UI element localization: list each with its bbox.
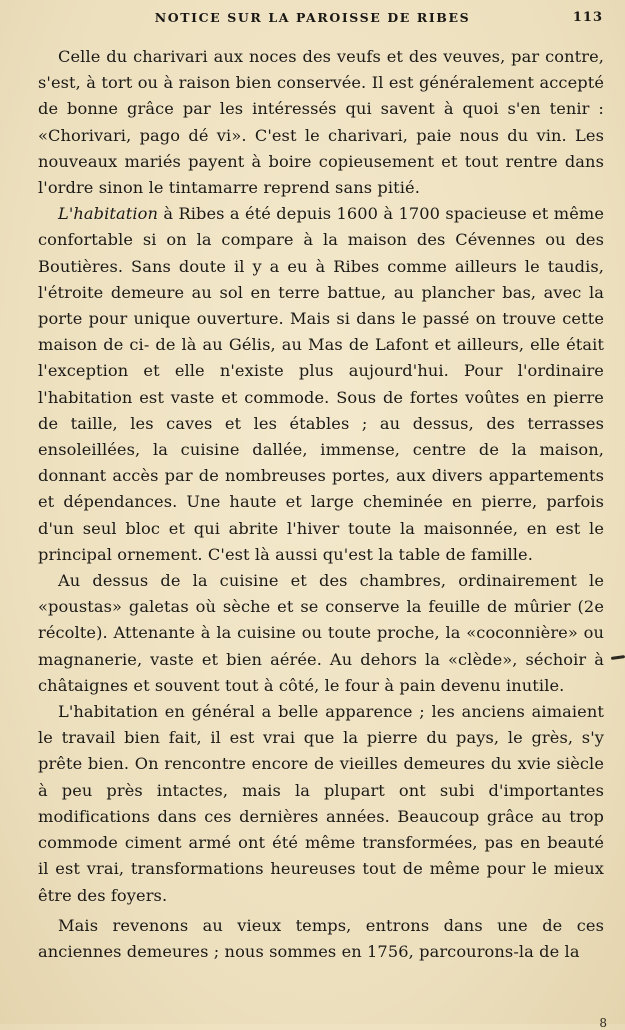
page-number: 113 xyxy=(572,10,603,25)
paragraph-text: Au dessus de la cuisine et des chambres, ordinairement le «poustas» galetas où sèche et se conserve la feuille de mûrier (2e récolte). Attenante à la cuisine ou toute proche, la «coconnière» ou magnanerie, vaste et bien aérée. Au dehors la «clède», séchoir à châtaignes et souvent tout à côté, le four à pain devenu inutile. xyxy=(38,571,604,695)
paragraph-charivari xyxy=(38,44,604,201)
paragraph-cuisine xyxy=(38,568,604,699)
paragraph-text: Mais revenons au vieux temps, entrons dans une de ces anciennes demeures ; nous sommes en 1756, parcourons-la de la xyxy=(38,915,604,961)
signature-mark: 8 xyxy=(599,1016,607,1030)
paragraph-habitation xyxy=(38,201,604,568)
paragraph-text: L'habitation en général a belle apparence ; les anciens aimaient le travail bien fait, il est vrai que la pierre du pays, le grès, s'y prête bien. On rencontre encore de vieilles demeures du xvie siècle à peu près intactes, mais la plupart ont subi d'importantes modifications dans ces dernières années. Beaucoup grâce au trop commode ciment armé ont été même transformées, pas en beauté il est vrai, transformations heureuses tout de même pour le mieux être des foyers. xyxy=(38,702,604,905)
paragraph-apparence xyxy=(38,699,604,909)
running-head xyxy=(0,10,625,30)
paragraph-text: à Ribes a été depuis 1600 à 1700 spacieuse et même confortable si on la compare à la maison des Cévennes ou des Boutières. Sans doute il y a eu à Ribes comme ailleurs le taudis, l'étroite demeure au sol en terre battue, au plancher bas, avec la porte pour unique ouverture. Mais si dans le passé on trouve cette maison de ci- de là au Gélis, au Mas de Lafont et ailleurs, elle était l'exception et elle n'existe plus aujourd'hui. Pour l'ordinaire l'habitation est vaste et commode. Sous de fortes voûtes en pierre de taille, les caves et les étables ; au dessus, des terrasses ensoleillées, la cuisine dallée, immense, centre de la maison, donnant accès par de nombreuses portes, aux divers appartements et dépendances. Une haute et large cheminée en pierre, parfois d'un seul bloc et qui abrite l'hiver toute la maisonnée, en est le principal ornement. C'est là aussi qu'est la table de famille. xyxy=(38,204,604,564)
body-text xyxy=(38,44,604,965)
running-title: NOTICE SUR LA PAROISSE DE RIBES xyxy=(154,10,471,25)
paragraph-vieux-temps xyxy=(38,913,604,965)
paragraph-text: Celle du charivari aux noces des veufs et des veuves, par contre, s'est, à tort ou à raison bien conservée. Il est généralement accepté de bonne grâce par les intéressés qui savent à quoi s'en tenir : «Chorivari, pago dé vi». C'est le charivari, paie nous du vin. Les nouveaux mariés payent à boire copieusement et tout rentre dans l'ordre sinon le tintamarre reprend sans pitié. xyxy=(38,47,604,198)
margin-ink-mark xyxy=(611,655,625,660)
paragraph-lead-italic: L'habitation xyxy=(58,204,159,224)
